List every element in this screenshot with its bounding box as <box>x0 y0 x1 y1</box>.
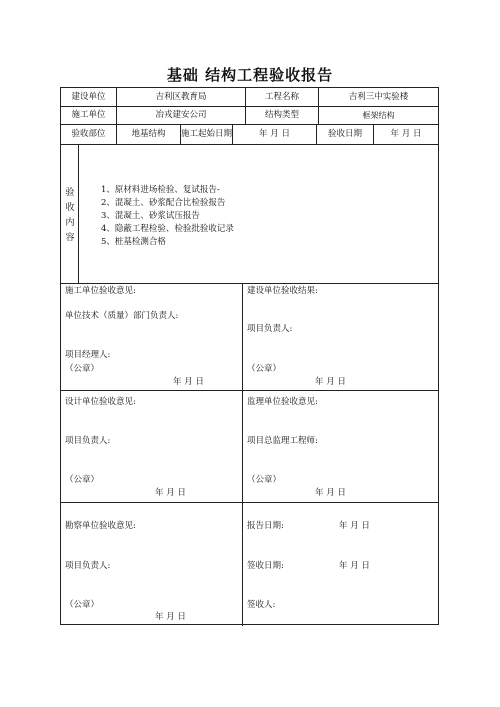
col-divider <box>242 283 243 626</box>
content-list <box>101 184 234 249</box>
report-date-label: 报告日期: <box>247 521 284 531</box>
row-divider <box>61 124 438 125</box>
row-divider <box>61 283 438 284</box>
start-date-label: 施工起始日期 <box>181 129 233 139</box>
supervision-date: 年 月 日 <box>315 488 346 498</box>
list-item: 5、桩基检测合格 <box>101 237 166 247</box>
receiver-label: 签收人: <box>247 600 276 610</box>
supervision-heading: 监理单位验收意见: <box>247 397 318 407</box>
row-divider <box>61 106 438 107</box>
supervision-engineer: 项目总监理工程师: <box>247 436 318 446</box>
construction-heading: 施工单位验收意见: <box>65 286 136 296</box>
construction-tech-lead: 单位技术（质量）部门负责人: <box>65 311 179 321</box>
contractor-label: 施工单位 <box>71 110 106 120</box>
contractor-value: 冶戎建安公司 <box>155 110 207 120</box>
owner-heading: 建设单位验收结果: <box>247 286 318 296</box>
content-label: 验 收 内 容 <box>65 188 75 243</box>
accept-date-label: 验收日期 <box>327 129 362 139</box>
list-item: 4、隐蔽工程检验、检验批验收记录 <box>101 224 234 234</box>
supervision-seal: （公章） <box>247 475 282 485</box>
row-divider <box>61 502 438 503</box>
owner-seal: （公章） <box>247 364 282 374</box>
survey-date: 年 月 日 <box>155 612 186 622</box>
list-item: 1、原材料进场检验、复试报告- <box>101 185 220 195</box>
row-divider <box>61 144 438 145</box>
project-name-label: 工程名称 <box>264 92 299 102</box>
construction-seal: （公章） <box>65 364 100 374</box>
part-value: 地基结构 <box>131 129 166 139</box>
owner-leader: 项目负责人: <box>247 324 293 334</box>
start-date-value: 年 月 日 <box>259 129 290 139</box>
report-date-value: 年 月 日 <box>339 521 370 531</box>
survey-heading: 勘察单位验收意见: <box>65 521 136 531</box>
list-item: 3、混凝土、砂浆试压报告 <box>101 211 200 221</box>
receive-date-label: 签收日期: <box>247 561 284 571</box>
survey-seal: （公章） <box>65 600 100 610</box>
list-item: 2、混凝土、砂浆配合比检验报告 <box>101 198 226 208</box>
design-date: 年 月 日 <box>155 488 186 498</box>
design-seal: （公章） <box>65 475 100 485</box>
receive-date-value: 年 月 日 <box>339 561 370 571</box>
owner-label: 建设单位 <box>71 92 106 102</box>
part-label: 验收部位 <box>71 129 106 139</box>
row-divider <box>61 390 438 391</box>
owner-value: 吉利区教育局 <box>155 92 207 102</box>
page-title: 基础 结构工程验收报告 <box>166 66 334 84</box>
construction-date: 年 月 日 <box>173 377 204 387</box>
design-heading: 设计单位验收意见: <box>65 397 136 407</box>
col-divider <box>78 144 79 283</box>
structure-type-label: 结构类型 <box>264 110 299 120</box>
construction-manager: 项目经理人: <box>65 350 111 360</box>
design-leader: 项目负责人: <box>65 436 111 446</box>
accept-date-value: 年 月 日 <box>390 129 422 139</box>
report-table <box>60 87 439 625</box>
structure-type-value: 框架结构 <box>362 111 395 120</box>
survey-leader: 项目负责人: <box>65 561 111 571</box>
project-name-value: 吉利三中实验楼 <box>348 92 409 102</box>
owner-date: 年 月 日 <box>315 377 346 387</box>
